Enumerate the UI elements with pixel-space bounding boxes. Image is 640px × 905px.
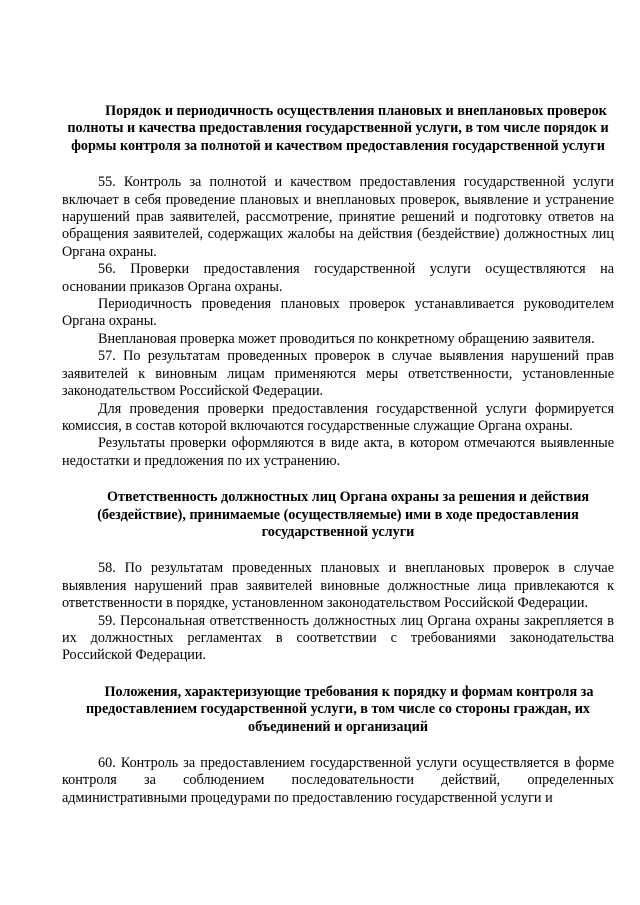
paragraph-59: 59. Персональная ответственность должностных лиц Органа охраны закрепляется в их должностных регламентах в соответствии с требованиями законодательства Российской Федерации. <box>62 612 614 664</box>
paragraph-57: 57. По результатам проведенных проверок в случае выявления нарушений прав заявителей к виновным лицам применяются меры ответственности, установленные законодательством Российской Федерации. <box>62 348 614 400</box>
paragraph-commission: Для проведения проверки предоставления государственной услуги формируется комиссия, в состав которой включаются государственные служащие Органа охраны. <box>62 400 614 434</box>
paragraph-60: 60. Контроль за предоставлением государственной услуги осуществляется в форме контроля за соблюдением последовательности действий, определенных административными процедурами по предоставлению государственной услуги и <box>62 755 614 806</box>
paragraph-56: 56. Проверки предоставления государственной услуги осуществляются на основании приказов Органа охраны. <box>62 261 614 295</box>
spacer <box>62 470 614 489</box>
paragraph-58: 58. По результатам проведенных плановых и внеплановых проверок в случае выявления нарушений прав заявителей виновные должностные лица привлекаются к ответственности в порядке, установленном законодательством Российской Федерации. <box>62 560 614 612</box>
section-heading-control-requirements: Положения, характеризующие требования к порядку и формам контроля за предоставлением государственной услуги, в том числе со стороны граждан, их объединений и организаций <box>85 683 594 735</box>
paragraph-check-results: Результаты проверки оформляются в виде акта, в котором отмечаются выявленные недостатки и предложения по их устранению. <box>62 435 614 469</box>
section-heading-responsibility: Ответственность должностных лиц Органа охраны за решения и действия (бездействие), принимаемые (осуществляемые) ими в ходе предоставления государственной услуги <box>97 489 590 540</box>
paragraph-unscheduled-check: Внеплановая проверка может проводиться по конкретному обращению заявителя. <box>98 330 595 347</box>
document-page <box>62 103 614 807</box>
spacer <box>62 155 614 174</box>
spacer <box>62 541 614 560</box>
spacer <box>62 665 614 684</box>
section-heading-control-procedure: Порядок и периодичность осуществления плановых и внеплановых проверок полноты и качества предоставления государственной услуги, в том числе порядок и формы контроля за полнотой и качеством предоставления государственной услуги <box>67 103 609 154</box>
spacer <box>62 736 614 755</box>
paragraph-55: 55. Контроль за полнотой и качеством предоставления государственной услуги включает в себя проведение плановых и внеплановых проверок, выявление и устранение нарушений прав заявителей, рассмотрение, принятие решений и подготовку ответов на обращения заявителей, содержащих жалобы на действия (бездействие) должностных лиц Органа охраны. <box>62 174 614 260</box>
paragraph-periodicity: Периодичность проведения плановых проверок устанавливается руководителем Органа охраны. <box>62 296 614 330</box>
